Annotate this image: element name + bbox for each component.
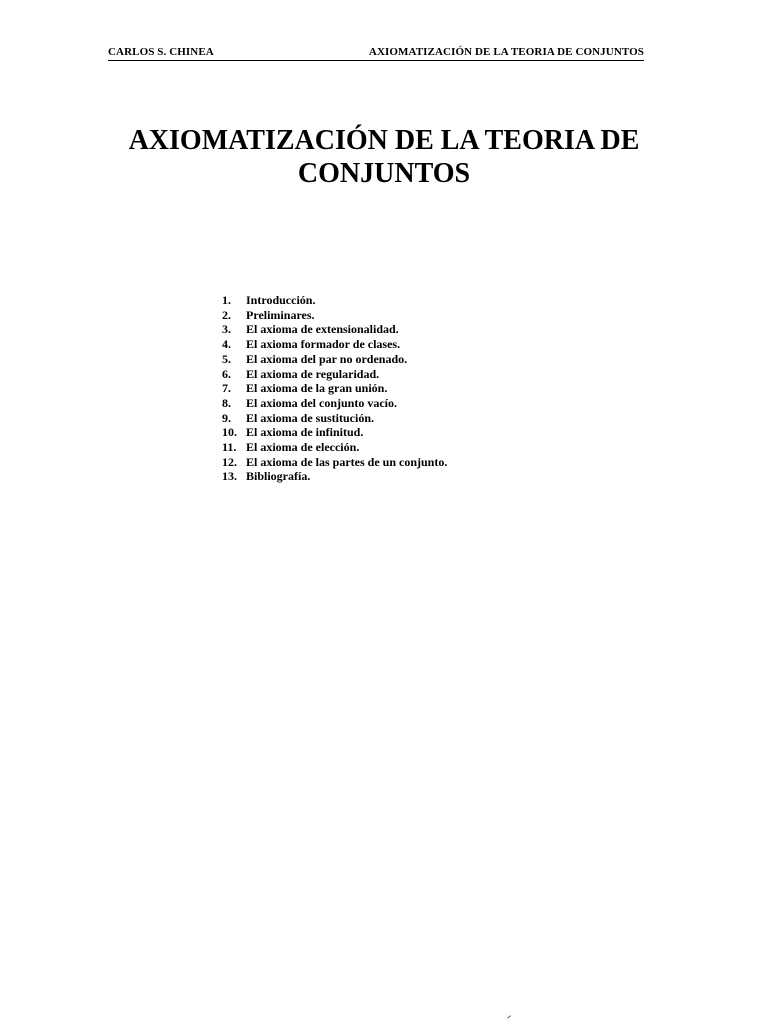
document-title	[108, 124, 660, 190]
toc-item-number: 9.	[222, 410, 231, 425]
toc-item-label: El axioma del par no ordenado.	[246, 351, 408, 366]
toc-item-number: 10.	[222, 425, 237, 440]
toc-item	[222, 411, 447, 426]
toc-item-number: 2.	[222, 307, 231, 322]
toc-item-label: El axioma de la gran unión.	[246, 381, 388, 396]
header-running-title: AXIOMATIZACIÓN DE LA TEORIA DE CONJUNTOS	[368, 46, 644, 58]
document-title-line-1: AXIOMATIZACIÓN DE LA TEORIA DE	[128, 125, 640, 156]
toc-item-number: 12.	[222, 454, 237, 469]
toc-item-number: 11.	[222, 440, 237, 455]
toc-item-label: Introducción.	[246, 293, 316, 307]
toc-item-number: 7.	[222, 381, 231, 396]
document-title-line-2: CONJUNTOS	[297, 158, 471, 189]
toc-item	[222, 337, 447, 352]
toc-item	[222, 396, 447, 411]
toc-item-label: Bibliografía.	[246, 469, 311, 484]
toc-item	[222, 293, 447, 308]
toc-item-number: 13.	[222, 469, 237, 484]
toc-item-label: El axioma de extensionalidad.	[246, 322, 399, 337]
toc-item-number: 1.	[222, 293, 231, 307]
toc-item-label: El axioma de elección.	[246, 440, 360, 455]
toc-item-label: El axioma de infinitud.	[246, 425, 364, 440]
toc-item-label: El axioma formador de clases.	[246, 337, 401, 352]
toc-item-number: 6.	[222, 366, 231, 381]
toc-item	[222, 308, 447, 323]
table-of-contents	[222, 293, 447, 484]
toc-item	[222, 381, 447, 396]
toc-item-label: El axioma de sustitución.	[246, 410, 375, 425]
toc-item-label: El axioma del conjunto vacío.	[246, 395, 398, 410]
toc-item	[222, 425, 447, 440]
running-header	[108, 44, 644, 61]
toc-item-number: 3.	[222, 322, 231, 337]
footer-accent-mark	[507, 1015, 513, 1021]
toc-item-number: 5.	[222, 351, 231, 366]
toc-item-label: El axioma de las partes de un conjunto.	[246, 454, 448, 469]
toc-item	[222, 367, 447, 382]
toc-item	[222, 455, 447, 470]
toc-item	[222, 440, 447, 455]
toc-item	[222, 469, 447, 484]
toc-item	[222, 322, 447, 337]
toc-item-label: El axioma de regularidad.	[246, 366, 380, 381]
toc-item-label: Preliminares.	[246, 307, 315, 322]
toc-item-number: 4.	[222, 337, 231, 352]
header-author: CARLOS S. CHINEA	[108, 46, 214, 58]
toc-item-number: 8.	[222, 395, 231, 410]
toc-item	[222, 352, 447, 367]
